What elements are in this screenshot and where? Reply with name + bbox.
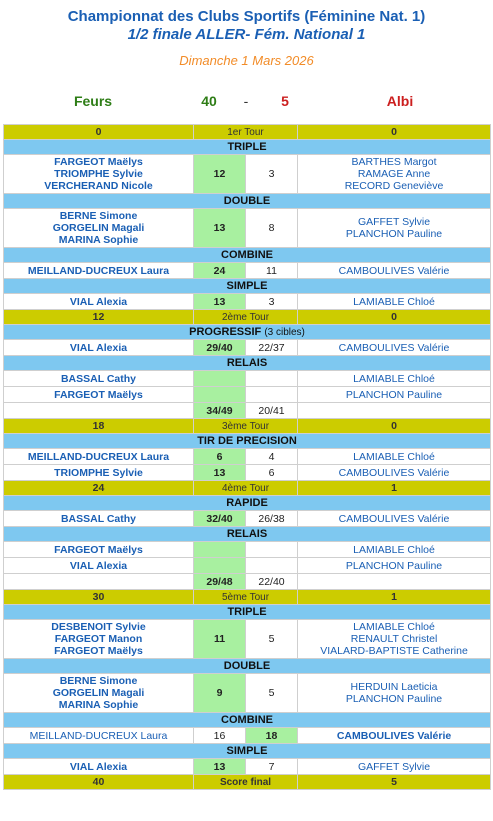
away-players [298,371,491,387]
event-name: TRIPLE [227,606,267,618]
home-player-name: VIAL Alexia [69,295,128,308]
event-header [4,527,491,542]
away-player-name: GAFFET Sylvie [357,216,431,228]
away-players [298,155,491,194]
round-label: 4ème Tour [194,481,298,496]
home-event-score: 24 [194,263,246,279]
away-players [298,403,491,419]
home-players [4,340,194,356]
away-event-score: 20/41 [246,403,298,419]
event-header-row [4,140,491,155]
home-player-name: FARGEOT Manon [54,633,143,645]
round-label: Score final [194,775,298,790]
round-home-cumulative-score: 12 [4,310,194,325]
match-row [4,728,491,744]
home-event-score [194,371,246,387]
away-players [298,728,491,744]
round-row [4,590,491,605]
away-player-name: CAMBOULIVES Valérie [338,341,450,354]
away-player-name: HERDUIN Laeticia [350,681,438,693]
round-label: 1er Tour [194,125,298,140]
event-name: RELAIS [226,528,268,540]
home-event-score: 13 [194,209,246,248]
away-event-score: 22/40 [246,574,298,590]
home-players [4,209,194,248]
away-player-name: LAMIABLE Chloé [353,372,435,385]
away-event-score: 8 [246,209,298,248]
home-player-name: GORGELIN Magali [52,222,145,234]
home-event-score [194,558,246,574]
home-player-name: FARGEOT Maëlys [54,388,143,401]
home-player-name: VIAL Alexia [69,760,128,773]
event-header [4,194,491,209]
home-players [4,511,194,527]
away-player-name: LAMIABLE Chloé [353,543,435,556]
match-row [4,465,491,481]
away-event-score: 26/38 [246,511,298,527]
match-row [4,759,491,775]
home-player-name: BASSAL Cathy [60,372,137,385]
match-row [4,155,491,194]
home-event-score: 16 [194,728,246,744]
match-row [4,449,491,465]
match-row [4,263,491,279]
event-header-row [4,194,491,209]
away-player-name: CAMBOULIVES Valérie [338,264,450,277]
away-players [298,674,491,713]
round-row [4,125,491,140]
home-players [4,558,194,574]
round-away-cumulative-score: 0 [298,125,491,140]
match-row [4,558,491,574]
away-player-name: PLANCHON Pauline [345,388,443,401]
home-players [4,155,194,194]
event-header-row [4,356,491,371]
round-home-cumulative-score: 40 [4,775,194,790]
away-event-score: 5 [246,620,298,659]
home-players [4,387,194,403]
away-players [298,558,491,574]
results-table [3,124,491,790]
event-header [4,248,491,263]
round-row [4,310,491,325]
away-players [298,542,491,558]
round-home-cumulative-score: 18 [4,419,194,434]
home-event-score: 13 [194,294,246,310]
event-header-row [4,279,491,294]
home-player-name: FARGEOT Maëlys [54,645,143,657]
round-label: 5ème Tour [194,590,298,605]
home-event-score: 9 [194,674,246,713]
away-players [298,449,491,465]
results-table-body [4,125,491,790]
match-row [4,294,491,310]
event-header [4,356,491,371]
away-players [298,209,491,248]
away-players [298,465,491,481]
match-row [4,371,491,387]
home-event-score: 12 [194,155,246,194]
round-row [4,481,491,496]
home-players [4,371,194,387]
away-team-score: 5 [281,93,289,109]
home-event-score: 34/49 [194,403,246,419]
away-player-name: PLANCHON Pauline [345,693,443,705]
event-name: RAPIDE [226,497,268,509]
match-row [4,542,491,558]
event-header [4,659,491,674]
home-event-score [194,542,246,558]
event-name: DOUBLE [223,195,271,207]
event-header [4,496,491,511]
home-player-name: MARINA Sophie [58,234,139,246]
event-name: PROGRESSIF [189,326,262,338]
home-player-name: TRIOMPHE Sylvie [54,168,143,180]
home-players [4,465,194,481]
match-row [4,574,491,590]
away-event-score: 4 [246,449,298,465]
away-player-name: BARTHES Margot [351,156,437,168]
away-event-score [246,387,298,403]
away-players [298,263,491,279]
away-player-name: CAMBOULIVES Valérie [338,512,450,525]
event-header-row [4,496,491,511]
event-name: RELAIS [226,357,268,369]
away-event-score: 11 [246,263,298,279]
event-header [4,140,491,155]
home-players [4,403,194,419]
event-name: SIMPLE [226,280,268,292]
home-players [4,674,194,713]
event-header [4,744,491,759]
home-player-name: FARGEOT Maëlys [54,156,143,168]
match-row [4,620,491,659]
event-header [4,325,491,340]
page-title: Championnat des Clubs Sportifs (Féminine Nat. 1) [67,8,426,25]
home-players [4,728,194,744]
match-date: Dimanche 1 Mars 2026 [179,53,314,68]
home-players [4,574,194,590]
event-header [4,434,491,449]
match-row [4,340,491,356]
away-player-name: CAMBOULIVES Valérie [336,729,452,742]
match-row [4,387,491,403]
match-row [4,403,491,419]
away-event-score: 3 [246,294,298,310]
home-event-score [194,387,246,403]
away-players [298,294,491,310]
home-player-name: TRIOMPHE Sylvie [54,466,143,479]
away-player-name: VIALARD-BAPTISTE Catherine [320,645,468,657]
event-header-row [4,325,491,340]
match-row [4,511,491,527]
away-team-name: Albi [386,93,414,109]
event-header-row [4,659,491,674]
event-header-row [4,248,491,263]
home-event-score: 32/40 [194,511,246,527]
home-event-score: 29/40 [194,340,246,356]
away-player-name: CAMBOULIVES Valérie [338,466,450,479]
away-players [298,574,491,590]
home-player-name: GORGELIN Magali [52,687,145,699]
away-player-name: PLANCHON Pauline [345,228,443,240]
round-home-cumulative-score: 0 [4,125,194,140]
home-event-score: 29/48 [194,574,246,590]
match-row [4,674,491,713]
away-event-score: 7 [246,759,298,775]
home-team-name: Feurs [73,93,113,109]
away-player-name: RECORD Geneviève [344,180,444,192]
match-row [4,209,491,248]
event-header [4,605,491,620]
event-header-row [4,744,491,759]
away-players [298,340,491,356]
event-name: DOUBLE [223,660,271,672]
page-subtitle: 1/2 finale ALLER- Fém. National 1 [127,26,366,43]
away-event-score: 18 [246,728,298,744]
event-name: COMBINE [221,714,273,726]
round-away-cumulative-score: 0 [298,310,491,325]
away-event-score [246,371,298,387]
home-players [4,263,194,279]
home-event-score: 11 [194,620,246,659]
home-player-name: MEILLAND-DUCREUX Laura [29,729,168,742]
round-away-cumulative-score: 5 [298,775,491,790]
home-players [4,759,194,775]
round-away-cumulative-score: 1 [298,481,491,496]
home-players [4,620,194,659]
event-header-row [4,434,491,449]
score-separator: - [243,93,249,109]
home-player-name: BERNE Simone [59,210,138,222]
away-event-score [246,542,298,558]
round-label: 3ème Tour [194,419,298,434]
away-player-name: LAMIABLE Chloé [353,621,435,633]
home-players [4,294,194,310]
away-players [298,387,491,403]
home-event-score: 6 [194,449,246,465]
home-player-name: VIAL Alexia [69,341,128,354]
away-event-score: 3 [246,155,298,194]
event-header-row [4,605,491,620]
event-header [4,713,491,728]
away-player-name: PLANCHON Pauline [345,559,443,572]
event-name: TRIPLE [227,141,267,153]
round-away-cumulative-score: 1 [298,590,491,605]
event-header-row [4,713,491,728]
away-event-score: 5 [246,674,298,713]
home-player-name: MEILLAND-DUCREUX Laura [27,264,170,277]
round-away-cumulative-score: 0 [298,419,491,434]
round-home-cumulative-score: 30 [4,590,194,605]
home-team-score: 40 [201,93,217,109]
home-player-name: VERCHERAND Nicole [44,180,153,192]
away-players [298,620,491,659]
home-event-score: 13 [194,759,246,775]
home-player-name: BASSAL Cathy [60,512,137,525]
away-players [298,759,491,775]
home-players [4,449,194,465]
round-home-cumulative-score: 24 [4,481,194,496]
home-players [4,542,194,558]
home-player-name: BERNE Simone [59,675,138,687]
home-player-name: VIAL Alexia [69,559,128,572]
home-event-score: 13 [194,465,246,481]
home-player-name: MARINA Sophie [58,699,139,711]
event-header-row [4,527,491,542]
away-players [298,511,491,527]
event-name: SIMPLE [226,745,268,757]
away-player-name: LAMIABLE Chloé [353,450,435,463]
away-event-score [246,558,298,574]
away-player-name: RAMAGE Anne [357,168,431,180]
away-player-name: RENAULT Christel [350,633,438,645]
event-name: TIR DE PRECISION [197,435,297,447]
away-player-name: LAMIABLE Chloé [353,295,435,308]
home-player-name: FARGEOT Maëlys [54,543,143,556]
final-score-row [4,775,491,790]
away-event-score: 6 [246,465,298,481]
home-player-name: MEILLAND-DUCREUX Laura [27,450,170,463]
event-subtitle: (3 cibles) [264,327,305,338]
event-header [4,279,491,294]
away-player-name: GAFFET Sylvie [357,760,431,773]
round-row [4,419,491,434]
away-event-score: 22/37 [246,340,298,356]
home-player-name: DESBENOIT Sylvie [51,621,146,633]
event-name: COMBINE [221,249,273,261]
round-label: 2ème Tour [194,310,298,325]
